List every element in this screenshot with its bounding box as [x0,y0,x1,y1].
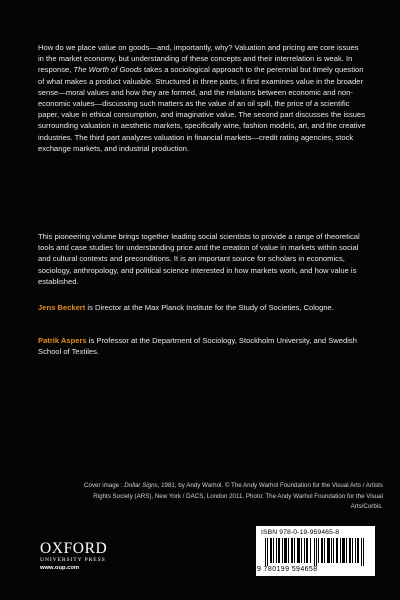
author-bio-2 [38,335,366,357]
author-bio-text: is Director at the Max Planck Institute for the Study of Societies, Cologne. [85,303,334,312]
publisher-subname: UNIVERSITY PRESS [40,557,106,563]
author-name: Patrik Aspers [38,336,87,345]
artwork-title: Dollar Signs [124,482,158,489]
author-bio-text: is Professor at the Department of Sociology, Stockholm University, and Swedish School of Textiles. [38,336,357,357]
credit-text: , 1981, by Andy Warhol. © The Andy Warhol Foundation for the Visual Arts / Artists Rights Society (ARS), New York / DACS, London 2011. Photo: The Andy Warhol Foundation for the Visual Arts/Corbis. [93,482,383,511]
publisher-url: www.oup.com [40,565,80,571]
publisher-logo [40,541,120,564]
description-paragraph-2: This pioneering volume brings together leading social scientists to provide a range of theoretical tools and case studies for understanding price and the creation of value in markets within social and cultural contexts and preconditions. It is an important source for scholars in economics, sociology, anthropology, and political science interested in how markets work, and how value is established. [38,232,360,286]
credit-prefix: Cover image : [84,482,125,489]
description-paragraph-1 [38,42,366,154]
publisher-name: OXFORD [40,540,108,557]
description-text-b: takes a sociological approach to the perennial but timely question of what makes a product valuable. Structured in three parts, it first examines value in the broader sense—moral values and how they are formed, and the relations between economic and non-economic values—discussing such matters as the value of an oil spill, the price of a scientific paper, value in ethical consumption, and imaginative value. The second part discusses the issues surrounding valuation in aesthetic markets, specifically wine, fashion models, art, and the creative industries. The third part analyzes valuation in financial markets—credit rating agencies, stock exchange markets, and industrial production. [38,65,366,153]
barcode-icon [265,538,369,566]
author-bio-1 [38,302,366,313]
description-text-a: How do we place value on goods—and, importantly, why? Valuation and pricing are core issues in the market economy, but understanding of these concepts and their interrelation is weak. In response, [38,43,359,75]
barcode-box [256,526,375,576]
book-title: The Worth of Goods [73,65,142,75]
author-name: Jens Beckert [38,303,86,312]
isbn-label: ISBN 978-0-19-959465-8 [261,529,340,536]
cover-image-credit [65,481,383,513]
barcode-digits: 9 780199 594658 [257,566,318,573]
